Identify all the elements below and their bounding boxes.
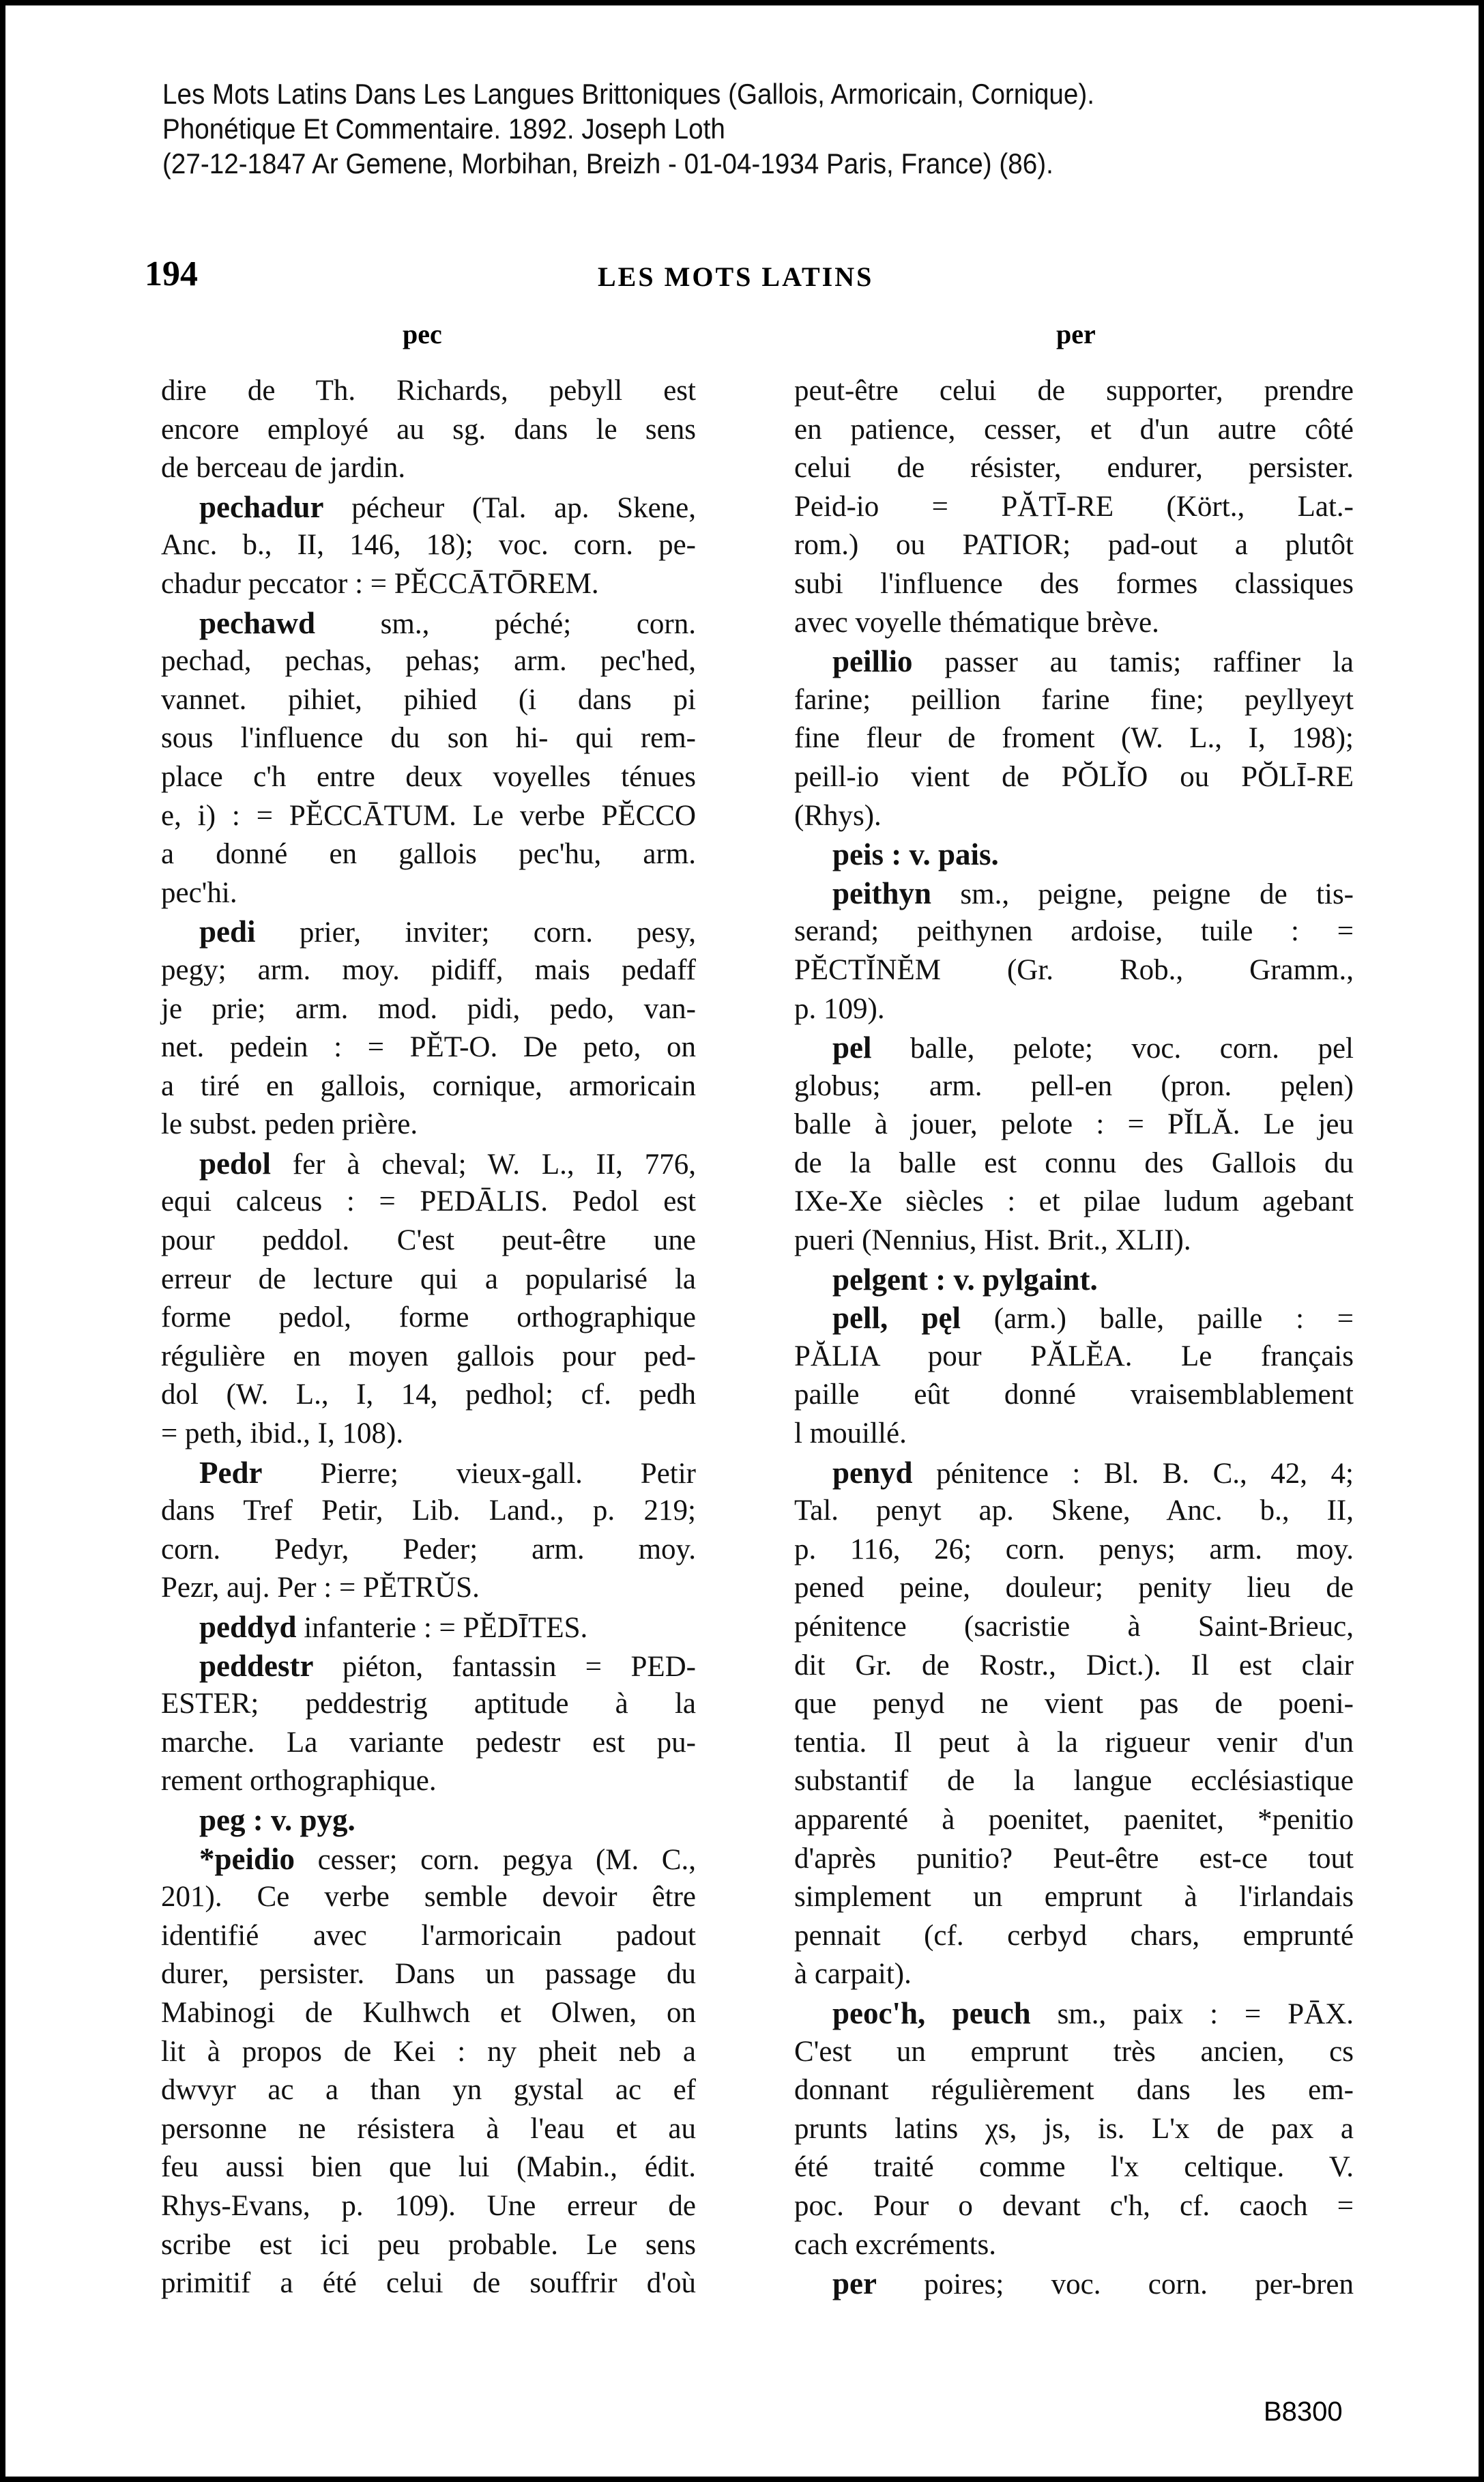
text-line xyxy=(161,2033,696,2072)
text-line xyxy=(161,2187,696,2226)
footer-code: B8300 xyxy=(1264,2397,1343,2427)
text-line xyxy=(161,1531,696,1570)
metadata-line: (27-12-1847 Ar Gemene, Morbihan, Breizh - 01-04-1934 Paris, France) (86). xyxy=(162,147,1053,179)
line-text: forme pedol, forme orthographique xyxy=(161,1301,696,1334)
line-text: pénitence : Bl. B. C., 42, 4; xyxy=(936,1457,1354,1490)
line-text: C'est un emprunt très ancien, cs xyxy=(794,2035,1354,2068)
text-line xyxy=(794,642,1354,681)
text-line xyxy=(161,797,696,836)
text-line xyxy=(794,2264,1354,2303)
line-text: pécheur (Tal. ap. Skene, xyxy=(351,491,696,524)
line-text: d'après punitio? Peut-être est-ce tout xyxy=(794,1842,1354,1875)
line-text: scribe est ici peu probable. Le sens xyxy=(161,2228,696,2261)
dictionary-entry xyxy=(794,1454,1354,1994)
line-text: peill-io vient de PŎLĬO ou PŎLĪ-RE xyxy=(794,760,1354,793)
line-text: régulière en moyen gallois pour ped- xyxy=(161,1340,696,1372)
line-text: lit à propos de Kei : ny pheit neb a xyxy=(161,2035,696,2068)
line-text: erreur de lecture qui a popularisé la xyxy=(161,1262,696,1295)
line-text: = peth, ibid., I, 108). xyxy=(161,1417,404,1450)
text-line xyxy=(794,1569,1354,1608)
text-line xyxy=(161,488,696,527)
text-line xyxy=(161,2226,696,2265)
right-column xyxy=(794,372,1354,2303)
text-line xyxy=(161,835,696,874)
line-text: à carpait). xyxy=(794,1958,912,1991)
entry-continuation xyxy=(161,372,696,488)
headword: pel xyxy=(832,1030,872,1065)
text-line xyxy=(161,1955,696,1994)
headword: peddyd xyxy=(199,1610,297,1644)
text-line xyxy=(161,642,696,681)
text-line xyxy=(794,1994,1354,2033)
text-line xyxy=(161,1299,696,1338)
line-text: simplement un emprunt à l'irlandais xyxy=(794,1881,1354,1914)
text-line xyxy=(161,912,696,951)
line-text: encore employé au sg. dans le sens xyxy=(161,413,696,446)
document-metadata xyxy=(162,76,1094,181)
text-line xyxy=(794,874,1354,913)
line-text: prunts latins χs, js, is. L'x de pax a xyxy=(794,2112,1354,2145)
line-text: fer à cheval; W. L., II, 776, xyxy=(292,1148,696,1181)
text-line xyxy=(161,1067,696,1106)
text-line xyxy=(794,2110,1354,2149)
text-line xyxy=(161,2110,696,2149)
text-line xyxy=(794,565,1354,604)
line-text: equi calceus : = PEDĀLIS. Pedol est xyxy=(161,1185,696,1218)
text-line xyxy=(161,1801,696,1840)
text-line xyxy=(794,1608,1354,1647)
text-line xyxy=(161,1724,696,1763)
text-line xyxy=(161,1840,696,1879)
text-line xyxy=(794,2033,1354,2072)
line-text: dwvyr ac a than yn gystal ac ef xyxy=(161,2074,696,2107)
text-line xyxy=(794,1878,1354,1917)
line-text: chadur peccator : = PĔCCĀTŌREM. xyxy=(161,567,599,600)
text-line xyxy=(161,1569,696,1608)
headword: peis : v. pais. xyxy=(832,837,999,872)
text-line xyxy=(161,372,696,411)
line-text: subi l'influence des formes classiques xyxy=(794,567,1354,600)
dictionary-entry xyxy=(794,1028,1354,1260)
line-text: farine; peillion farine fine; peyllyeyt xyxy=(794,683,1354,716)
text-line xyxy=(161,1144,696,1183)
line-text: l mouillé. xyxy=(794,1417,907,1450)
text-line xyxy=(794,2148,1354,2187)
line-text: Pezr, auj. Per : = PĔTRŬS. xyxy=(161,1572,480,1604)
line-text: PĔCTĬNĔM (Gr. Rob., Gramm., xyxy=(794,953,1354,986)
text-line xyxy=(794,449,1354,488)
line-text: net. pedein : = PĔT-O. De peto, on xyxy=(161,1031,696,1064)
line-text: fine fleur de froment (W. L., I, 198); xyxy=(794,722,1354,755)
metadata-line: Phonétique Et Commentaire. 1892. Joseph Loth xyxy=(162,113,725,145)
dictionary-entry xyxy=(794,1299,1354,1453)
text-line xyxy=(794,1028,1354,1067)
line-text: dire de Th. Richards, pebyll est xyxy=(161,375,696,407)
dictionary-entry xyxy=(161,1454,696,1608)
text-line xyxy=(161,681,696,720)
line-text: pennait (cf. cerbyd chars, emprunté xyxy=(794,1919,1354,1952)
line-text: piéton, fantassin = PED- xyxy=(342,1650,696,1683)
headword: pedol xyxy=(199,1146,272,1181)
line-text: e, i) : = PĔCCĀTUM. Le verbe PĔCCO xyxy=(161,799,696,832)
text-line xyxy=(161,1106,696,1144)
left-column xyxy=(161,372,696,2303)
line-text: primitif a été celui de souffrir d'où xyxy=(161,2267,696,2300)
text-line xyxy=(161,1878,696,1917)
headword: pell, pęl xyxy=(832,1301,961,1336)
text-line xyxy=(794,1492,1354,1531)
line-text: ESTER; peddestrig aptitude à la xyxy=(161,1688,696,1720)
text-line xyxy=(161,1415,696,1454)
entry-continuation xyxy=(794,372,1354,642)
dictionary-entry xyxy=(161,604,696,913)
text-line xyxy=(794,1531,1354,1570)
text-line xyxy=(794,526,1354,565)
metadata-line: Les Mots Latins Dans Les Langues Brittoniques (Gallois, Armoricain, Cornique). xyxy=(162,78,1094,110)
line-text: prier, inviter; corn. pesy, xyxy=(299,917,697,949)
text-line xyxy=(161,1260,696,1299)
line-text: celui de résister, endurer, persister. xyxy=(794,452,1354,485)
text-line xyxy=(161,449,696,488)
text-line xyxy=(161,1994,696,2033)
line-text: avec voyelle thématique brève. xyxy=(794,606,1159,639)
headword: per xyxy=(832,2266,877,2301)
text-line xyxy=(794,1067,1354,1106)
text-line xyxy=(794,1299,1354,1338)
text-line xyxy=(794,1183,1354,1222)
line-text: paille eût donné vraisemblablement xyxy=(794,1379,1354,1411)
headword: *peidio xyxy=(199,1841,295,1876)
text-line xyxy=(794,488,1354,527)
line-text: pegy; arm. moy. pidiff, mais pedaff xyxy=(161,953,696,986)
line-text: p. 109). xyxy=(794,992,885,1025)
line-text: poc. Pour o devant c'h, cf. caoch = xyxy=(794,2189,1354,2222)
line-text: le subst. peden prière. xyxy=(161,1108,418,1141)
dictionary-entry xyxy=(161,912,696,1144)
text-line xyxy=(794,2226,1354,2265)
headword: peoc'h, peuch xyxy=(832,1995,1031,2030)
dictionary-entry xyxy=(794,874,1354,1028)
headword: peddestr xyxy=(199,1648,314,1683)
text-line xyxy=(161,1917,696,1956)
text-line xyxy=(794,719,1354,758)
text-line xyxy=(794,1415,1354,1454)
line-text: corn. Pedyr, Peder; arm. moy. xyxy=(161,1533,696,1565)
text-line xyxy=(794,1840,1354,1879)
line-text: Rhys-Evans, p. 109). Une erreur de xyxy=(161,2189,696,2222)
text-line xyxy=(161,1608,696,1647)
text-line xyxy=(794,1144,1354,1183)
headword: pechawd xyxy=(199,605,316,640)
text-line xyxy=(794,912,1354,951)
line-text: personne ne résistera à l'eau et au xyxy=(161,2112,696,2145)
text-line xyxy=(161,2264,696,2303)
line-text: que penyd ne vient pas de poeni- xyxy=(794,1688,1354,1720)
line-text: Mabinogi de Kulhwch et Olwen, on xyxy=(161,1996,696,2029)
text-line xyxy=(794,681,1354,720)
line-text: identifié avec l'armoricain padout xyxy=(161,1919,696,1952)
dictionary-entry xyxy=(794,1994,1354,2264)
line-text: substantif de la langue ecclésiastique xyxy=(794,1765,1354,1798)
text-line xyxy=(794,411,1354,450)
line-text: balle à jouer, pelote : = PĬLĂ. Le jeu xyxy=(794,1108,1354,1141)
text-line xyxy=(794,2187,1354,2226)
line-text: sm., peigne, peigne de tis- xyxy=(960,878,1354,910)
headword: pechadur xyxy=(199,489,324,524)
text-line xyxy=(161,951,696,990)
text-line xyxy=(794,604,1354,643)
left-column-heading: pec xyxy=(403,319,442,349)
line-text: donnant régulièrement dans les em- xyxy=(794,2074,1354,2107)
text-line xyxy=(161,2148,696,2187)
line-text: peut-être celui de supporter, prendre xyxy=(794,375,1354,407)
line-text: dol (W. L., I, 14, pedhol; cf. pedh xyxy=(161,1379,696,1411)
line-text: je prie; arm. mod. pidi, pedo, van- xyxy=(161,992,696,1025)
line-text: dans Tref Petir, Lib. Land., p. 219; xyxy=(161,1495,696,1527)
running-head: LES MOTS LATINS xyxy=(598,261,874,292)
line-text: sous l'influence du son hi- qui rem- xyxy=(161,722,696,755)
line-text: a tiré en gallois, cornique, armoricain xyxy=(161,1069,696,1102)
line-text: poires; voc. corn. per-bren xyxy=(924,2268,1354,2301)
dictionary-entry xyxy=(161,1608,696,1647)
text-line xyxy=(161,1028,696,1067)
line-text: globus; arm. pell-en (pron. pęlen) xyxy=(794,1069,1354,1102)
line-text: de berceau de jardin. xyxy=(161,452,406,485)
text-line xyxy=(794,1955,1354,1994)
text-line xyxy=(161,1338,696,1376)
line-text: pueri (Nennius, Hist. Brit., XLII). xyxy=(794,1224,1191,1257)
text-line xyxy=(794,1762,1354,1801)
dictionary-entry xyxy=(794,835,1354,874)
dictionary-entry xyxy=(794,642,1354,835)
dictionary-entry xyxy=(161,1801,696,1840)
text-line xyxy=(161,1183,696,1222)
text-line xyxy=(794,1801,1354,1840)
headword: pelgent : v. pylgaint. xyxy=(832,1262,1098,1297)
line-text: 201). Ce verbe semble devoir être xyxy=(161,1881,696,1914)
headword: penyd xyxy=(832,1455,913,1490)
line-text: tentia. Il peut à la rigueur venir d'un xyxy=(794,1726,1354,1759)
text-line xyxy=(794,372,1354,411)
text-line xyxy=(794,1106,1354,1144)
line-text: cach excréments. xyxy=(794,2228,997,2261)
line-text: PĂLIA pour PĂLĔA. Le français xyxy=(794,1340,1354,1372)
line-text: pec'hi. xyxy=(161,876,237,909)
line-text: (Rhys). xyxy=(794,799,882,832)
text-line xyxy=(794,797,1354,836)
headword: peillio xyxy=(832,644,913,679)
text-line xyxy=(161,1454,696,1492)
dictionary-entry xyxy=(161,1840,696,2303)
text-line xyxy=(794,990,1354,1029)
line-text: place c'h entre deux voyelles ténues xyxy=(161,760,696,793)
line-text: pour peddol. C'est peut-être une xyxy=(161,1224,696,1257)
text-line xyxy=(161,1762,696,1801)
headword: Pedr xyxy=(199,1455,263,1490)
line-text: infanterie : = PĔDĪTES. xyxy=(304,1612,588,1644)
line-text: (arm.) balle, paille : = xyxy=(993,1303,1354,1336)
text-line xyxy=(794,835,1354,874)
line-text: Anc. b., II, 146, 18); voc. corn. pe- xyxy=(161,529,696,562)
line-text: a donné en gallois pec'hu, arm. xyxy=(161,838,696,871)
text-line xyxy=(794,1222,1354,1260)
page-number: 194 xyxy=(145,255,198,293)
line-text: apparenté à poenitet, paenitet, *penitio xyxy=(794,1803,1354,1836)
text-line xyxy=(161,526,696,565)
dictionary-entry xyxy=(161,1647,696,1801)
line-text: durer, persister. Dans un passage du xyxy=(161,1958,696,1991)
text-line xyxy=(794,1685,1354,1724)
line-text: en patience, cesser, et d'un autre côté xyxy=(794,413,1354,446)
line-text: de la balle est connu des Gallois du xyxy=(794,1146,1354,1179)
line-text: sm., paix : = PĀX. xyxy=(1057,1997,1354,2030)
line-text: vannet. pihiet, pihied (i dans pi xyxy=(161,683,696,716)
line-text: sm., péché; corn. xyxy=(380,607,696,640)
text-line xyxy=(161,874,696,913)
line-text: passer au tamis; raffiner la xyxy=(944,646,1354,679)
text-line xyxy=(161,1685,696,1724)
text-line xyxy=(161,990,696,1029)
line-text: rement orthographique. xyxy=(161,1765,437,1798)
line-text: pened peine, douleur; penity lieu de xyxy=(794,1572,1354,1604)
dictionary-entry xyxy=(161,1144,696,1454)
line-text: p. 116, 26; corn. penys; arm. moy. xyxy=(794,1533,1354,1565)
line-text: cesser; corn. pegya (M. C., xyxy=(317,1843,696,1876)
text-line xyxy=(794,1338,1354,1376)
line-text: balle, pelote; voc. corn. pel xyxy=(910,1033,1354,1065)
text-line xyxy=(794,758,1354,797)
line-text: marche. La variante pedestr est pu- xyxy=(161,1726,696,1759)
line-text: Tal. penyt ap. Skene, Anc. b., II, xyxy=(794,1495,1354,1527)
text-line xyxy=(794,1724,1354,1763)
line-text: été traité comme l'x celtique. V. xyxy=(794,2151,1354,2184)
headword: pedi xyxy=(199,914,256,949)
line-text: pechad, pechas, pehas; arm. pec'hed, xyxy=(161,645,696,678)
headword: peithyn xyxy=(832,876,932,910)
text-line xyxy=(794,1917,1354,1956)
line-text: Peid-io = PĂTĪ-RE (Kört., Lat.- xyxy=(794,490,1354,523)
line-text: pénitence (sacristie à Saint-Brieuc, xyxy=(794,1611,1354,1643)
text-line xyxy=(794,1260,1354,1299)
dictionary-entry xyxy=(794,2264,1354,2303)
text-line xyxy=(794,1376,1354,1415)
text-line xyxy=(794,2071,1354,2110)
right-column-heading: per xyxy=(1056,319,1096,349)
text-line xyxy=(794,951,1354,990)
line-text: feu aussi bien que lui (Mabin., édit. xyxy=(161,2151,696,2184)
text-line xyxy=(794,1454,1354,1492)
line-text: serand; peithynen ardoise, tuile : = xyxy=(794,915,1354,948)
headword: peg : v. pyg. xyxy=(199,1802,355,1837)
text-line xyxy=(161,1647,696,1686)
line-text: Pierre; vieux-gall. Petir xyxy=(320,1457,696,1490)
text-line xyxy=(161,758,696,797)
text-line xyxy=(161,1376,696,1415)
text-line xyxy=(161,604,696,643)
text-line xyxy=(161,719,696,758)
text-line xyxy=(161,565,696,604)
line-text: IXe-Xe siècles : et pilae ludum agebant xyxy=(794,1185,1354,1218)
line-text: dit Gr. de Rostr., Dict.). Il est clair xyxy=(794,1649,1354,1682)
text-line xyxy=(161,411,696,450)
text-line xyxy=(161,1492,696,1531)
dictionary-entry xyxy=(161,488,696,604)
dictionary-entry xyxy=(794,1260,1354,1299)
text-line xyxy=(161,2071,696,2110)
text-line xyxy=(794,1647,1354,1686)
line-text: rom.) ou PATIOR; pad-out a plutôt xyxy=(794,529,1354,562)
text-line xyxy=(161,1222,696,1260)
